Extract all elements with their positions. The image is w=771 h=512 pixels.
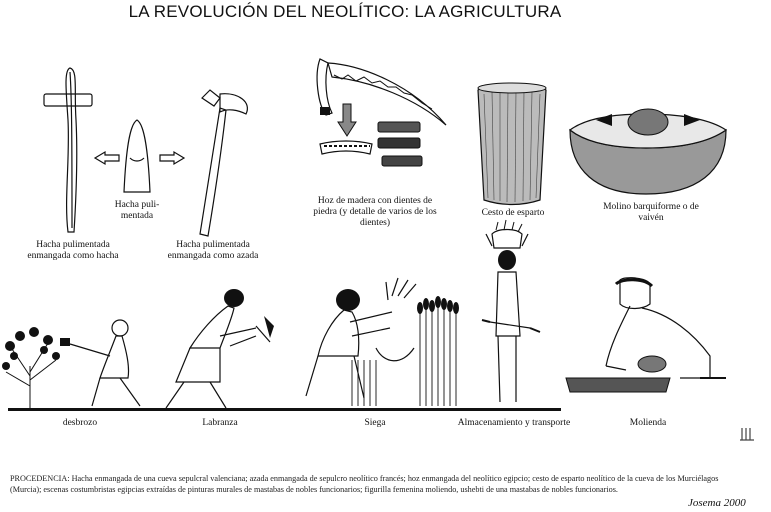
esparto-basket-illustration [470, 80, 554, 205]
caption-sickle: Hoz de madera con dientes de piedra (y detalle de varios de los dientes) [313, 196, 437, 228]
caption-quern: Molino barquiforme o de vaivén [603, 202, 699, 223]
hand-mark-icon [738, 426, 756, 444]
scene-label-tilling: Labranza [202, 418, 238, 428]
harvesting-scene [288, 276, 468, 410]
ground-line [8, 408, 561, 411]
saddle-quern-illustration [566, 100, 730, 200]
scene-label-harvesting: Siega [364, 418, 386, 428]
provenance-note: PROCEDENCIA: Hacha enmangada de una cueva sepulcral valenciana; azada enmangada de sepulcro neolítico francés; hoz enmangada del neolítico egipcio; cesto de esparto neolítico de la cueva de los Murciélagos (Murcia); escenas costumbristas egipcias extraídas de pinturas murales de mastabas de nobles funcionarios; figurilla femenina moliendo, ushebti de una mastabas de nobles funcionarios. [10, 474, 719, 494]
storage-transport-scene [476, 226, 556, 412]
page-title: LA REVOLUCIÓN DEL NEOLÍTICO: LA AGRICULTURA [128, 2, 562, 21]
clearing-scene [0, 316, 150, 410]
scene-label-grinding: Molienda [629, 418, 667, 428]
caption-basket: Cesto de esparto [481, 208, 545, 218]
left-arrow-icon [93, 150, 121, 166]
hafted-hoe-illustration [180, 84, 260, 244]
tilling-scene [160, 286, 280, 410]
signature: Josema 2000 [688, 497, 746, 509]
grinding-scene [560, 274, 736, 398]
caption-hafted-hoe: Hacha pulimentada enmangada como azada [167, 240, 259, 261]
sickle-teeth-detail [316, 118, 426, 178]
scene-label-clearing: desbrozo [62, 418, 98, 428]
caption-hafted-axe: Hacha pulimentada enmangada como hacha [27, 240, 119, 261]
scene-label-storage: Almacenamiento y transporte [457, 418, 571, 428]
caption-polished-axe: Hacha puli-mentada [114, 200, 160, 221]
polished-axe-head-illustration [120, 118, 154, 198]
